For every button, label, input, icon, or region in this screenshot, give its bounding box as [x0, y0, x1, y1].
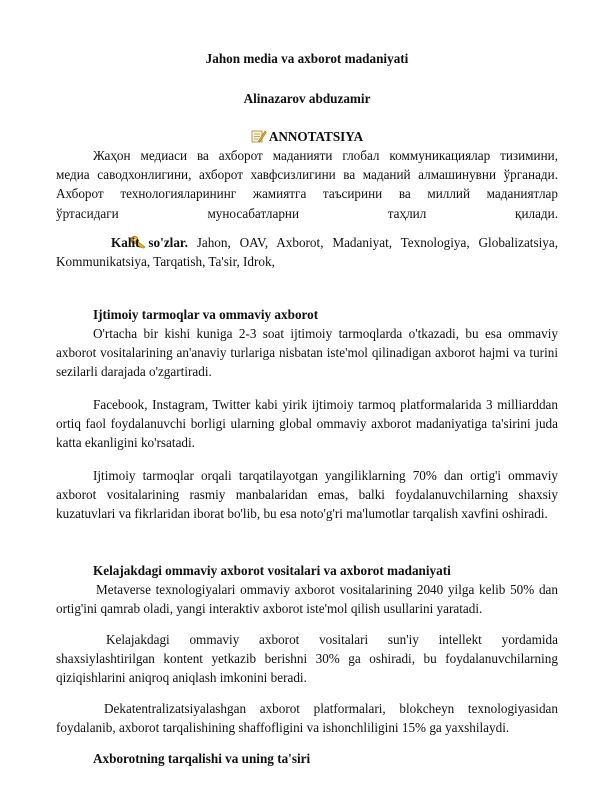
section1-paragraph-2: Facebook, Instagram, Twitter kabi yirik ijtimoiy tarmoq platformalarida 3 milliarddan ortiq faol foydalanuvchi borligi ularning global ommaviy axborot madaniyatiga ta'sirini juda katta ekanligini ko'rsatadi.	[56, 397, 558, 451]
doc-author: Alinazarov abduzamir	[243, 91, 371, 106]
section2-paragraph-3: Dekatentralizatsiyalashgan axborot platformalari, blokcheyn texnologiyasidan foydalanib, axborot tarqalishining shaffofligini va ishonchliligini 15% ga yaxshilaydi.	[56, 701, 558, 736]
keywords-paragraph	[56, 233, 558, 271]
section2-heading: Kelajakdagi ommaviy axborot vositalari va axborot madaniyati	[93, 563, 451, 578]
keywords-list: Jahon, OAV, Axborot, Madaniyat, Texnologiya, Globalizatsiya, Kommunikatsiya, Tarqatish, Ta'sir, Idrok,	[56, 235, 559, 270]
memo-pencil-icon	[251, 129, 267, 143]
section1-paragraph-1: O'rtacha bir kishi kuniga 2-3 soat ijtimoiy tarmoqlarda o'tkazadi, bu esa ommaviy axborot vositalarining an'anaviy turlariga nisbatan iste'mol qilinadigan axborot hajmi va turini sezilarli darajada o'zgartiradi.	[56, 326, 558, 380]
annotation-text	[56, 146, 558, 223]
section2-paragraph-2: Kelajakdagi ommaviy axborot vositalari sun'iy intellekt yordamida shaxsiylashtirilgan kontent yetkazib berishni 30% ga oshiradi, bu foydalanuvchilarning qiziqishlarini aniqroq aniqlash imkonini beradi.	[56, 632, 558, 686]
section1-heading: Ijtimoiy tarmoqlar va ommaviy axborot	[93, 307, 319, 322]
key-icon	[93, 235, 109, 249]
keywords-label: Kalit so'zlar.	[111, 235, 188, 250]
doc-title: Jahon media va axborot madaniyati	[205, 51, 409, 66]
section2-paragraph-1: Metaverse texnologiyalari ommaviy axborot vositalarining 2040 yilga kelib 50% dan ortig'ini qamrab oladi, yangi interaktiv axborot iste'mol qilish usullarini yaratadi.	[56, 582, 558, 617]
annotation-line-2: медиа саводхонлигини, ахборот хавфсизлигини ва маданий алмашинувни ўрганади.	[56, 167, 558, 183]
section3-heading: Axborotning tarqalishi va uning ta'siri	[93, 751, 311, 766]
annotation-line-4: ўртасидаги муносабатларни таҳлил қилади.	[56, 205, 558, 221]
section1-paragraph-3: Ijtimoiy tarmoqlar orqali tarqatilayotgan yangiliklarning 70% dan ortig'i ommaviy axborot vositalarining rasmiy manbalaridan emas, balki foydalanuvchilarning shaxsiy kuzatuvlari va fikrlaridan iborat bo'lib, bu esa noto'g'ri ma'lumotlar tarqalish xavfini oshiradi.	[56, 468, 558, 522]
annotation-heading-line	[56, 127, 558, 146]
annotation-line-1: Жаҳон медиаси ва ахборот маданияти глобал коммуникациялар тизимини,	[93, 148, 558, 163]
annotation-heading: ANNOTATSIYA	[268, 129, 364, 144]
annotation-line-3: Ахборот технологияларининг жамиятга таъсирини ва миллий маданиятлар	[56, 186, 558, 202]
